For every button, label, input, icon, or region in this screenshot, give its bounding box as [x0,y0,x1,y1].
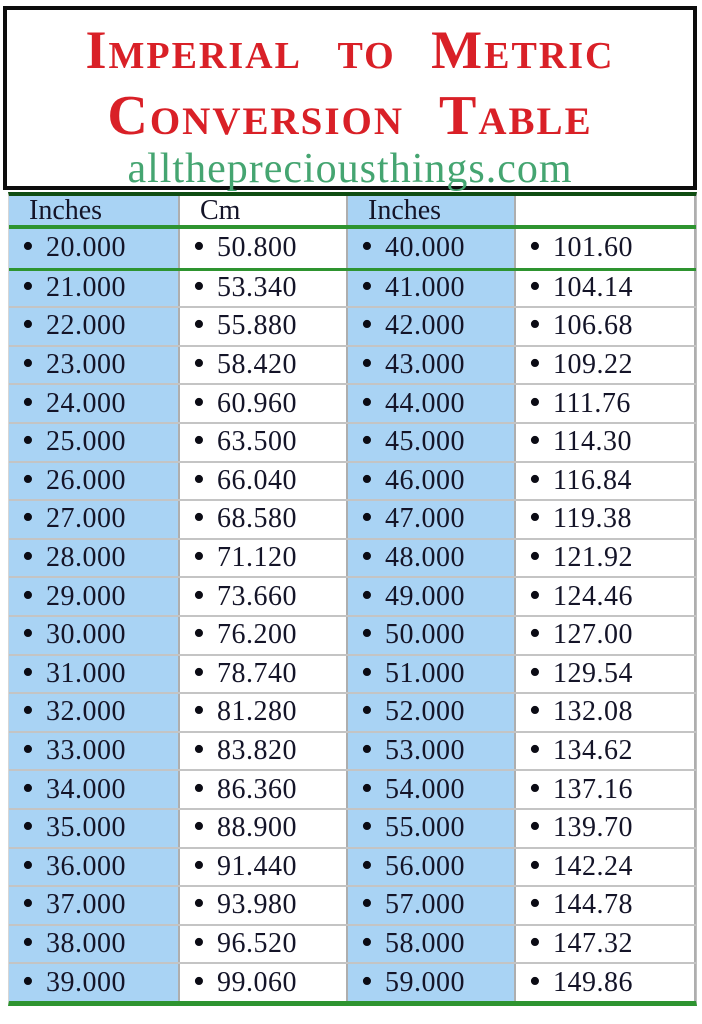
inches-left-cell: • 34.000 [9,771,178,808]
cell-value: 55.880 [217,310,297,342]
cm-right-cell: • 101.60 [514,229,696,268]
inches-right-cell: • 58.000 [348,926,514,963]
cell-value: 28.000 [46,542,126,574]
cell-value: 22.000 [46,310,126,342]
inches-right-cell: • 57.000 [348,887,514,924]
conversion-table [8,192,697,1006]
cm-right-cell: • 106.68 [514,308,696,345]
inches-left-cell: • 35.000 [9,810,178,847]
cell-value: 139.70 [553,812,633,844]
cm-right-cell: • 134.62 [514,733,696,770]
table-row [9,924,696,963]
table-row [9,654,696,693]
table-row [9,576,696,615]
cm-right-cell: • 129.54 [514,656,696,693]
cell-value: 137.16 [553,773,633,805]
page-title-line-2: Conversion Table [107,85,593,147]
cell-value: 109.22 [553,349,633,381]
table-row [9,268,696,307]
table-row [9,731,696,770]
cell-value: 121.92 [553,542,633,574]
cell-value: 124.46 [553,580,633,612]
cm-left-cell: • 58.420 [178,347,348,384]
inches-right-cell: • 48.000 [348,540,514,577]
cell-value: 58.420 [217,349,297,381]
cm-right-cell: • 104.14 [514,271,696,307]
cell-value: 111.76 [553,387,631,419]
inches-left-cell: • 21.000 [9,271,178,307]
cell-value: 47.000 [385,503,465,535]
cm-right-cell: • 144.78 [514,887,696,924]
inches-right-cell: • 43.000 [348,347,514,384]
cell-value: 142.24 [553,850,633,882]
inches-right-cell: • 59.000 [348,964,514,1001]
cell-value: 54.000 [385,773,465,805]
cell-value: 104.14 [553,272,633,304]
cell-value: 21.000 [46,272,126,304]
inches-right-cell: • 47.000 [348,501,514,538]
table-row [9,383,696,422]
cm-left-cell: • 60.960 [178,385,348,422]
cell-value: 50.000 [385,619,465,651]
table-row [9,345,696,384]
header-cell-inches-right: Inches [348,196,514,225]
cell-value: 66.040 [217,464,297,496]
cell-value: 40.000 [385,232,465,264]
inches-left-cell: • 26.000 [9,463,178,500]
table-row [9,847,696,886]
inches-left-cell: • 30.000 [9,617,178,654]
cm-right-cell: • 124.46 [514,578,696,615]
inches-left-cell: • 23.000 [9,347,178,384]
cm-right-cell: • 149.86 [514,964,696,1001]
cell-value: 31.000 [46,657,126,689]
table-row [9,306,696,345]
inches-right-cell: • 41.000 [348,271,514,307]
table-row [9,962,696,1001]
table-row [9,538,696,577]
cm-right-cell: • 109.22 [514,347,696,384]
inches-right-cell: • 44.000 [348,385,514,422]
cm-left-cell: • 71.120 [178,540,348,577]
cm-right-cell: • 119.38 [514,501,696,538]
cell-value: 149.86 [553,966,633,998]
cell-value: 20.000 [46,232,126,264]
cell-value: 53.000 [385,735,465,767]
cm-left-cell: • 93.980 [178,887,348,924]
inches-right-cell: • 54.000 [348,771,514,808]
cell-value: 106.68 [553,310,633,342]
cm-left-cell: • 53.340 [178,271,348,307]
inches-right-cell: • 51.000 [348,656,514,693]
inches-left-cell: • 32.000 [9,694,178,731]
cm-left-cell: • 66.040 [178,463,348,500]
table-row [9,885,696,924]
inches-left-cell: • 20.000 [9,229,178,268]
cell-value: 116.84 [553,464,632,496]
header-cell-cm-right [514,196,696,225]
cell-value: 52.000 [385,696,465,728]
inches-left-cell: • 36.000 [9,849,178,886]
header-cell-inches-left: Inches [9,196,178,225]
cm-right-cell: • 132.08 [514,694,696,731]
cell-value: 51.000 [385,657,465,689]
cell-value: 32.000 [46,696,126,728]
cell-value: 147.32 [553,927,633,959]
cell-value: 46.000 [385,464,465,496]
cell-value: 53.340 [217,272,297,304]
cell-value: 57.000 [385,889,465,921]
cm-left-cell: • 99.060 [178,964,348,1001]
table-row [9,499,696,538]
cell-value: 81.280 [217,696,297,728]
cell-value: 37.000 [46,889,126,921]
cell-value: 114.30 [553,426,632,458]
cell-value: 91.440 [217,850,297,882]
table-row [9,808,696,847]
table-row [9,229,696,268]
cm-right-cell: • 121.92 [514,540,696,577]
cm-right-cell: • 139.70 [514,810,696,847]
cell-value: 38.000 [46,927,126,959]
inches-right-cell: • 55.000 [348,810,514,847]
cell-value: 119.38 [553,503,632,535]
cm-left-cell: • 63.500 [178,424,348,461]
cm-right-cell: • 137.16 [514,771,696,808]
cell-value: 25.000 [46,426,126,458]
cell-value: 29.000 [46,580,126,612]
cell-value: 71.120 [217,542,297,574]
inches-right-cell: • 50.000 [348,617,514,654]
cell-value: 35.000 [46,812,126,844]
cm-left-cell: • 86.360 [178,771,348,808]
inches-left-cell: • 33.000 [9,733,178,770]
cm-right-cell: • 111.76 [514,385,696,422]
inches-left-cell: • 25.000 [9,424,178,461]
cell-value: 73.660 [217,580,297,612]
cell-value: 33.000 [46,735,126,767]
inches-right-cell: • 53.000 [348,733,514,770]
inches-left-cell: • 24.000 [9,385,178,422]
cm-left-cell: • 55.880 [178,308,348,345]
cell-value: 49.000 [385,580,465,612]
cm-right-cell: • 114.30 [514,424,696,461]
inches-right-cell: • 52.000 [348,694,514,731]
cell-value: 48.000 [385,542,465,574]
title-card [3,6,697,190]
table-body [9,229,696,1001]
cell-value: 63.500 [217,426,297,458]
cell-value: 68.580 [217,503,297,535]
inches-right-cell: • 45.000 [348,424,514,461]
cell-value: 134.62 [553,735,633,767]
table-row [9,461,696,500]
table-row [9,422,696,461]
cell-value: 59.000 [385,966,465,998]
cell-value: 30.000 [46,619,126,651]
cell-value: 42.000 [385,310,465,342]
cell-value: 76.200 [217,619,297,651]
cell-value: 78.740 [217,657,297,689]
cell-value: 23.000 [46,349,126,381]
table-header-row [9,196,696,229]
cell-value: 24.000 [46,387,126,419]
cell-value: 99.060 [217,966,297,998]
cell-value: 41.000 [385,272,465,304]
cm-left-cell: • 83.820 [178,733,348,770]
inches-left-cell: • 31.000 [9,656,178,693]
cell-value: 83.820 [217,735,297,767]
cm-left-cell: • 73.660 [178,578,348,615]
cell-value: 60.960 [217,387,297,419]
cell-value: 36.000 [46,850,126,882]
cell-value: 27.000 [46,503,126,535]
inches-left-cell: • 37.000 [9,887,178,924]
cell-value: 96.520 [217,927,297,959]
inches-left-cell: • 29.000 [9,578,178,615]
inches-left-cell: • 22.000 [9,308,178,345]
cm-left-cell: • 96.520 [178,926,348,963]
cm-left-cell: • 91.440 [178,849,348,886]
inches-left-cell: • 28.000 [9,540,178,577]
cell-value: 39.000 [46,966,126,998]
table-row [9,692,696,731]
cell-value: 58.000 [385,927,465,959]
cm-left-cell: • 68.580 [178,501,348,538]
cell-value: 43.000 [385,349,465,381]
cm-left-cell: • 88.900 [178,810,348,847]
cm-left-cell: • 50.800 [178,229,348,268]
cell-value: 26.000 [46,464,126,496]
cell-value: 127.00 [553,619,633,651]
cell-value: 56.000 [385,850,465,882]
cm-right-cell: • 127.00 [514,617,696,654]
table-row [9,615,696,654]
cm-right-cell: • 147.32 [514,926,696,963]
inches-right-cell: • 49.000 [348,578,514,615]
cm-left-cell: • 78.740 [178,656,348,693]
cell-value: 129.54 [553,657,633,689]
cell-value: 55.000 [385,812,465,844]
cell-value: 101.60 [553,232,633,264]
cell-value: 86.360 [217,773,297,805]
inches-right-cell: • 56.000 [348,849,514,886]
cell-value: 50.800 [217,232,297,264]
inches-right-cell: • 42.000 [348,308,514,345]
cell-value: 144.78 [553,889,633,921]
cm-left-cell: • 76.200 [178,617,348,654]
cell-value: 132.08 [553,696,633,728]
inches-left-cell: • 27.000 [9,501,178,538]
header-cell-cm-left: Cm [178,196,348,225]
website-url: allthepreciousthings.com [127,146,573,192]
cell-value: 45.000 [385,426,465,458]
inches-right-cell: • 40.000 [348,229,514,268]
inches-left-cell: • 38.000 [9,926,178,963]
cm-left-cell: • 81.280 [178,694,348,731]
inches-left-cell: • 39.000 [9,964,178,1001]
page-title-line-1: Imperial to Metric [85,20,615,80]
table-row [9,769,696,808]
cell-value: 34.000 [46,773,126,805]
cell-value: 44.000 [385,387,465,419]
inches-right-cell: • 46.000 [348,463,514,500]
cm-right-cell: • 142.24 [514,849,696,886]
cell-value: 93.980 [217,889,297,921]
cm-right-cell: • 116.84 [514,463,696,500]
cell-value: 88.900 [217,812,297,844]
